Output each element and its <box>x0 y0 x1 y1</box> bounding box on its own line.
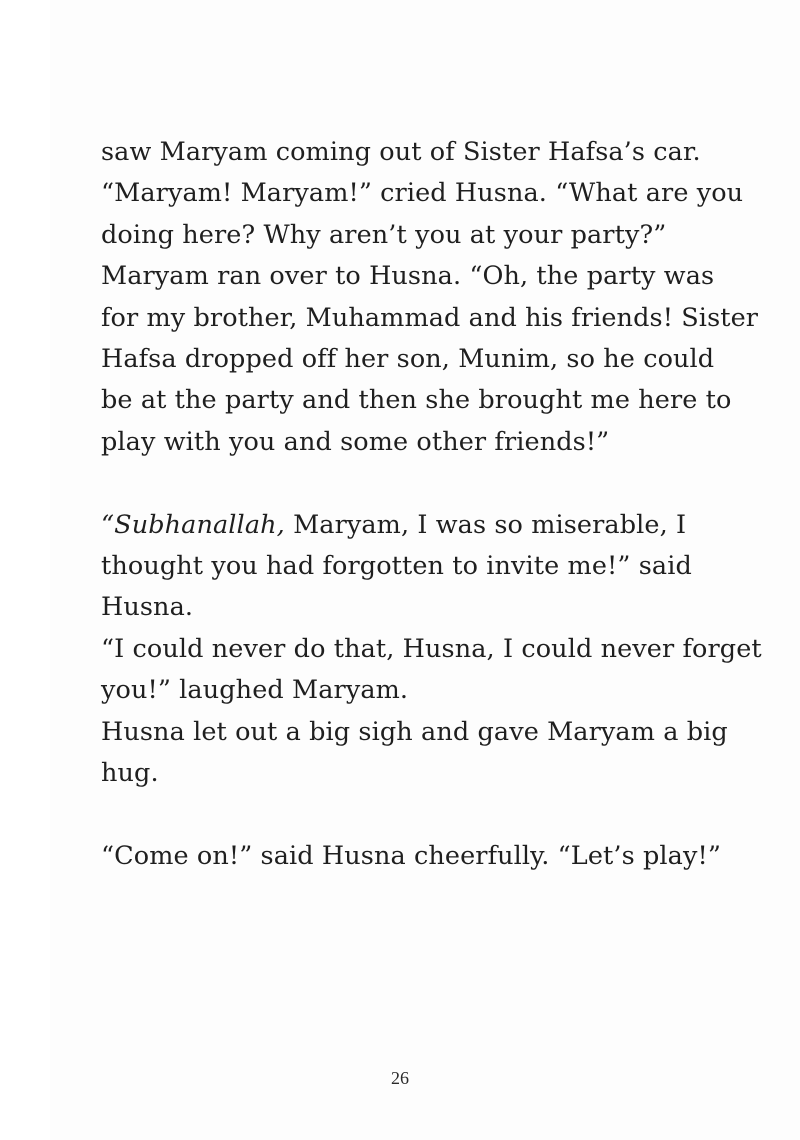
text-line: saw Maryam coming out of Sister Hafsa’s car. <box>101 137 701 167</box>
text-line: doing here? Why aren’t you at your party?” <box>101 219 667 250</box>
text-line: for my brother, Muhammad and his friends! Sister <box>101 302 759 333</box>
text-line: Maryam ran over to Husna. “Oh, the party was <box>101 261 715 292</box>
story-text <box>101 132 762 877</box>
text-line: play with you and some other friends!” <box>101 426 610 457</box>
page-number: 26 <box>391 1068 409 1088</box>
text-line <box>101 505 741 546</box>
paragraph-gap <box>101 463 741 504</box>
text-line: “I could never do that, Husna, I could never forget <box>101 633 762 664</box>
text-line: be at the party and then she brought me here to <box>101 385 732 416</box>
text-line: “Come on!” said Husna cheerfully. “Let’s play!” <box>101 840 721 871</box>
text-line: Husna let out a big sigh and gave Maryam a big <box>101 716 728 747</box>
text-line: you!” laughed Maryam. <box>101 675 409 706</box>
text-line: “Maryam! Maryam!” cried Husna. “What are you <box>101 178 744 209</box>
text-line: Husna. <box>101 592 194 623</box>
text-line-rest: Maryam, I was so miserable, I <box>284 509 687 540</box>
text-line: thought you had forgotten to invite me!” said <box>101 551 692 582</box>
text-line: Hafsa dropped off her son, Munim, so he could <box>101 344 715 375</box>
italic-word: “Subhanallah, <box>101 509 285 540</box>
text-line: hug. <box>101 758 159 789</box>
paragraph-gap <box>101 794 741 835</box>
